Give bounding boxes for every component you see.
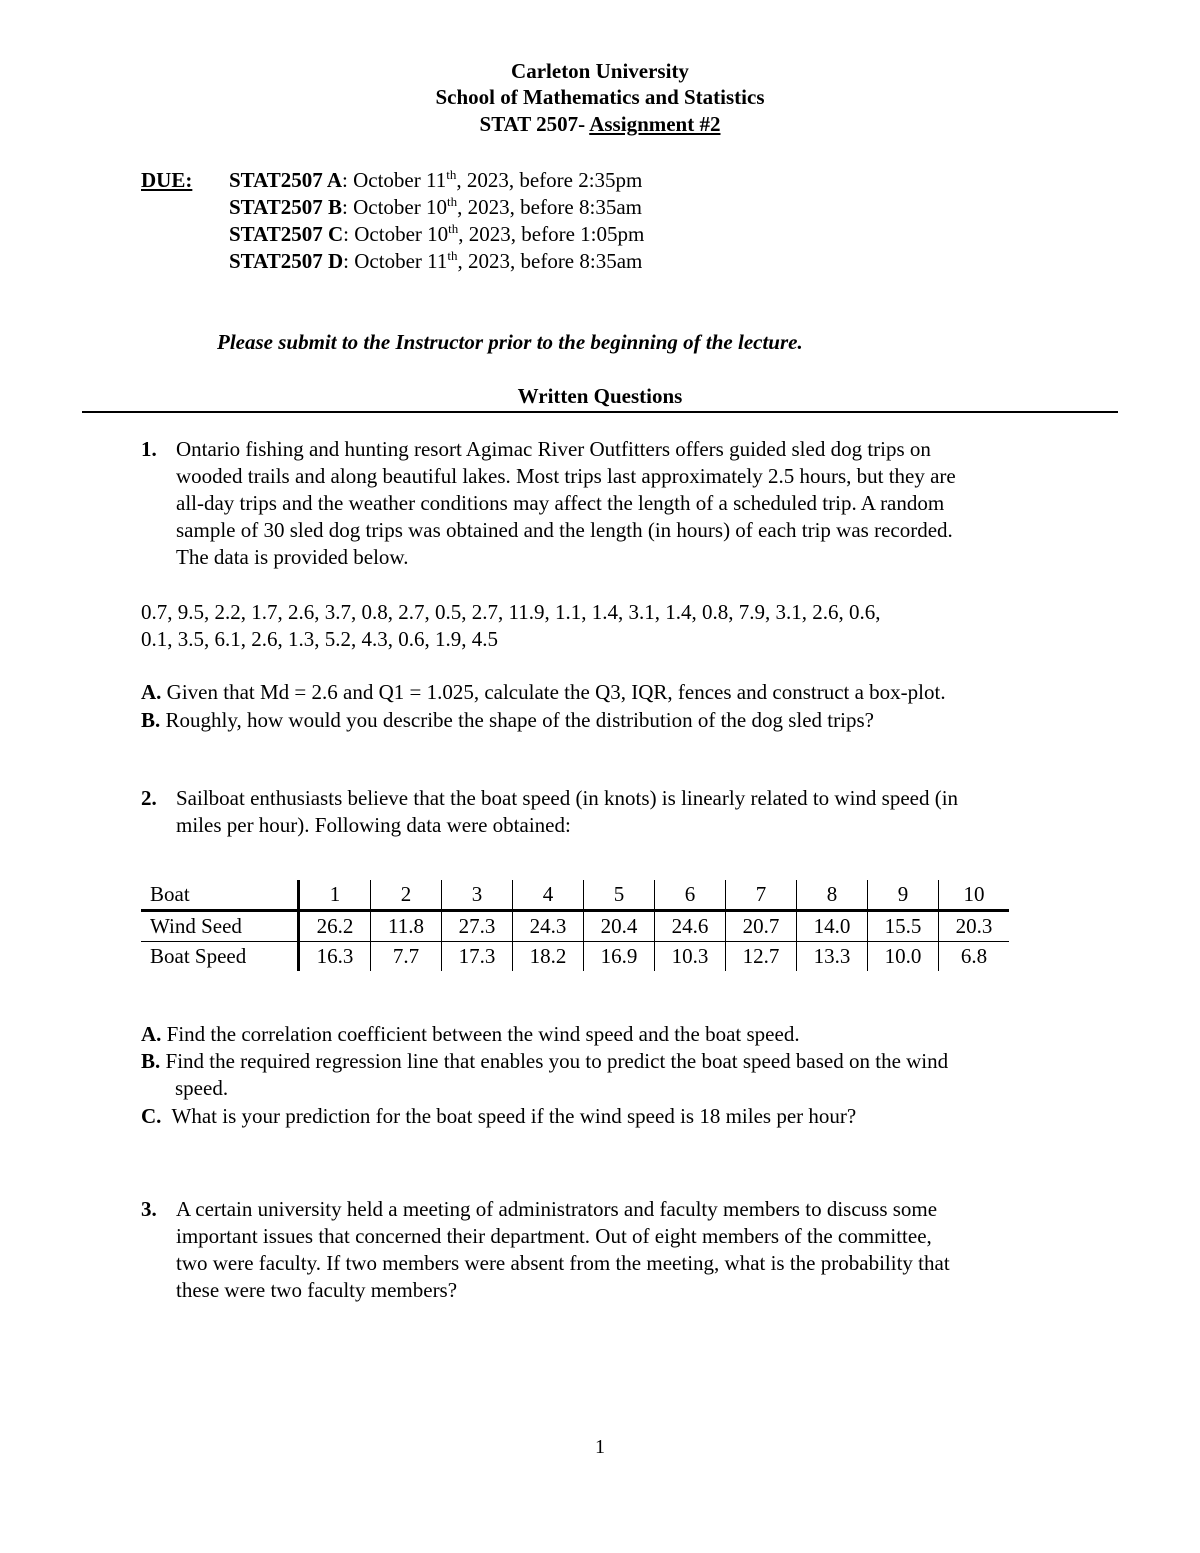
section-title: Written Questions: [517, 384, 683, 408]
table-cell: 24.3: [513, 911, 584, 942]
table-cell: 16.3: [316, 944, 354, 968]
assignment-number: Assignment #2: [589, 112, 721, 136]
question-line: miles per hour). Following data were obtained:: [176, 813, 571, 837]
question-3-text: [176, 1196, 1076, 1304]
ordinal-suffix: th: [448, 221, 459, 236]
question-1-text: [176, 436, 1076, 571]
due-dates: [229, 167, 644, 275]
due-section: STAT2507 D: [229, 249, 344, 273]
due-time: , 2023, before 8:35am: [457, 249, 643, 273]
table-cell: 10.3: [655, 942, 726, 972]
table-cell: 27.3: [442, 911, 513, 942]
table-cell: 24.6: [655, 911, 726, 942]
ordinal-suffix: th: [447, 248, 458, 263]
part-label: B.: [141, 708, 161, 732]
assignment-title: [0, 111, 1200, 138]
due-section: STAT2507 A: [229, 168, 342, 192]
question-line: wooded trails and along beautiful lakes. Most trips last approximately 2.5 hours, but they are: [176, 464, 956, 488]
part-label: A.: [141, 680, 162, 704]
due-date: : October 11: [342, 168, 447, 192]
part-text: Find the correlation coefficient between the wind speed and the boat speed.: [161, 1022, 800, 1046]
table-cell: 7: [726, 880, 797, 911]
due-time: , 2023, before 8:35am: [457, 195, 642, 219]
due-date: : October 10: [343, 222, 449, 246]
table-cell: 18.2: [513, 942, 584, 972]
due-label: DUE:: [141, 168, 193, 192]
question-line: Ontario fishing and hunting resort Agimac River Outfitters offers guided sled dog trips on: [176, 437, 931, 461]
table-row: [141, 880, 1009, 911]
table-cell: 8: [797, 880, 868, 911]
table-cell: 20.4: [584, 911, 655, 942]
data-line: 0.1, 3.5, 6.1, 2.6, 1.3, 5.2, 4.3, 0.6, 1.9, 4.5: [141, 627, 498, 651]
table-cell: 5: [584, 880, 655, 911]
due-row: [229, 167, 644, 194]
table-row: [141, 911, 1009, 942]
table-cell: 7.7: [371, 942, 442, 972]
table-cell: 13.3: [797, 942, 868, 972]
table-cell: 3: [442, 880, 513, 911]
part-label: A.: [141, 1022, 162, 1046]
due-time: , 2023, before 1:05pm: [458, 222, 645, 246]
table-cell: 15.5: [868, 911, 939, 942]
due-section: STAT2507 B: [229, 195, 342, 219]
due-section: STAT2507 C: [229, 222, 344, 246]
question-line: all-day trips and the weather conditions may affect the length of a scheduled trip. A random: [176, 491, 945, 515]
part-label: B.: [141, 1049, 161, 1073]
table-cell: 16.9: [584, 942, 655, 972]
ordinal-suffix: th: [446, 194, 458, 209]
table-cell: 4: [513, 880, 584, 911]
part-text: Find the required regression line that enables you to predict the boat speed based on the wind: [160, 1049, 949, 1073]
question-1-number: 1.: [141, 437, 157, 461]
due-row: [229, 248, 644, 275]
university-name: Carleton University: [511, 59, 689, 83]
question-2-number: 2.: [141, 786, 157, 810]
table-cell: 17.3: [442, 942, 513, 972]
part-label: C.: [141, 1104, 162, 1128]
due-row: [229, 221, 644, 248]
section-divider: [82, 411, 1118, 413]
table-cell: 11.8: [371, 911, 442, 942]
question-line: these were two faculty members?: [176, 1278, 458, 1302]
question-line: important issues that concerned their department. Out of eight members of the committee,: [176, 1224, 932, 1248]
table-cell: 10: [939, 880, 1010, 911]
question-2-text: [176, 785, 1076, 839]
table-cell: 6: [655, 880, 726, 911]
row-label: Boat Speed: [141, 942, 299, 972]
table-row: [141, 942, 1009, 972]
question-line: Sailboat enthusiasts believe that the boat speed (in knots) is linearly related to wind speed (in: [176, 786, 959, 810]
table-cell: 20.7: [726, 911, 797, 942]
table-cell: 10.0: [868, 942, 939, 972]
question-1-part-b: [141, 707, 874, 734]
table-cell: 26.2: [299, 911, 371, 942]
due-date: : October 11: [343, 249, 448, 273]
ordinal-suffix: th: [446, 167, 457, 182]
table-cell: 12.7: [726, 942, 797, 972]
part-text: Roughly, how would you describe the shape of the distribution of the dog sled trips?: [160, 708, 874, 732]
course-code: STAT 2507-: [479, 112, 590, 136]
table-cell: 20.3: [939, 911, 1010, 942]
row-label: Wind Seed: [141, 911, 299, 942]
question-2-part-b: [141, 1048, 948, 1102]
due-time: , 2023, before 2:35pm: [456, 168, 643, 192]
part-text: What is your prediction for the boat speed if the wind speed is 18 miles per hour?: [161, 1104, 857, 1128]
question-line: The data is provided below.: [176, 545, 409, 569]
table-cell: 2: [371, 880, 442, 911]
question-line: sample of 30 sled dog trips was obtained and the length (in hours) of each trip was recorded.: [176, 518, 953, 542]
row-label: Boat: [141, 880, 299, 911]
table-cell: 1: [299, 880, 371, 911]
question-line: two were faculty. If two members were absent from the meeting, what is the probability that: [176, 1251, 950, 1275]
due-row: [229, 194, 644, 221]
due-date: : October 10: [342, 195, 447, 219]
question-1-data: [141, 599, 880, 653]
submission-note: Please submit to the Instructor prior to the beginning of the lecture.: [217, 330, 803, 354]
question-3-number: 3.: [141, 1197, 157, 1221]
sailboat-data-table: [141, 880, 1009, 971]
question-line: A certain university held a meeting of administrators and faculty members to discuss some: [176, 1197, 938, 1221]
question-2-part-c: [141, 1103, 856, 1130]
table-cell: 6.8: [939, 942, 1010, 972]
page-number: 1: [595, 1436, 605, 1458]
school-name: School of Mathematics and Statistics: [435, 85, 765, 109]
table-cell: 14.0: [797, 911, 868, 942]
data-line: 0.7, 9.5, 2.2, 1.7, 2.6, 3.7, 0.8, 2.7, 0.5, 2.7, 11.9, 1.1, 1.4, 3.1, 1.4, 0.8, 7.9, 3.1, 2.6, 0.6,: [141, 600, 881, 624]
question-2-part-a: [141, 1021, 800, 1048]
question-1-part-a: [141, 679, 946, 706]
table-cell: 9: [868, 880, 939, 911]
part-text: speed.: [175, 1076, 229, 1100]
part-text: Given that Md = 2.6 and Q1 = 1.025, calculate the Q3, IQR, fences and construct a box-plot.: [161, 680, 946, 704]
